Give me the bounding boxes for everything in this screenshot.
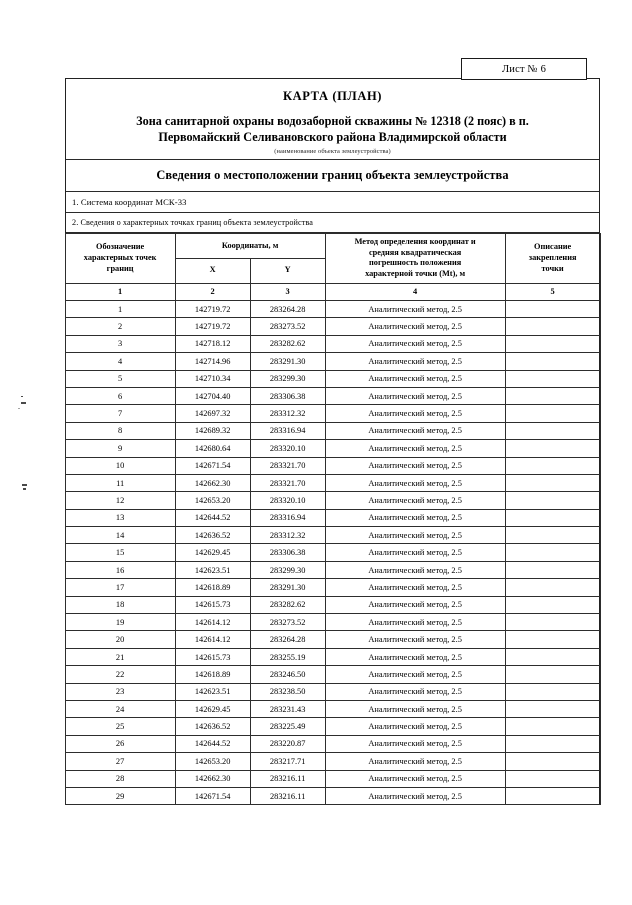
cell-coordinate-y: 283273.52 bbox=[250, 318, 325, 335]
table-row bbox=[65, 440, 600, 457]
cell-coordinate-y: 283291.30 bbox=[250, 353, 325, 370]
cell-coordinate-y: 283255.19 bbox=[250, 648, 325, 665]
cell-coordinate-y: 283320.10 bbox=[250, 492, 325, 509]
table-row bbox=[65, 301, 600, 318]
cell-coordinate-x: 142714.96 bbox=[175, 353, 250, 370]
cell-description bbox=[505, 335, 600, 352]
cell-point-number: 27 bbox=[65, 753, 175, 770]
table-row bbox=[65, 753, 600, 770]
sheet-number-box bbox=[461, 58, 587, 80]
cell-method: Аналитический метод, 2.5 bbox=[325, 701, 505, 718]
cell-point-number: 6 bbox=[65, 387, 175, 404]
header-method-l2: средняя квадратическая bbox=[368, 247, 462, 257]
cell-point-number: 25 bbox=[65, 718, 175, 735]
table-row bbox=[65, 718, 600, 735]
cell-coordinate-x: 142653.20 bbox=[175, 753, 250, 770]
table-row bbox=[65, 701, 600, 718]
points-table-head bbox=[65, 234, 600, 301]
cell-coordinate-y: 283306.38 bbox=[250, 544, 325, 561]
cell-point-number: 29 bbox=[65, 787, 175, 804]
cell-description bbox=[505, 701, 600, 718]
cell-coordinate-y: 283225.49 bbox=[250, 718, 325, 735]
scan-artifact bbox=[18, 408, 20, 409]
cell-coordinate-x: 142618.89 bbox=[175, 666, 250, 683]
table-row bbox=[65, 648, 600, 665]
cell-coordinate-y: 283220.87 bbox=[250, 735, 325, 752]
cell-point-number: 14 bbox=[65, 527, 175, 544]
cell-coordinate-y: 283306.38 bbox=[250, 387, 325, 404]
table-row bbox=[65, 527, 600, 544]
cell-point-number: 23 bbox=[65, 683, 175, 700]
cell-method: Аналитический метод, 2.5 bbox=[325, 666, 505, 683]
cell-coordinate-y: 283216.11 bbox=[250, 787, 325, 804]
cell-coordinate-y: 283316.94 bbox=[250, 422, 325, 439]
table-row bbox=[65, 387, 600, 404]
cell-description bbox=[505, 440, 600, 457]
cell-point-number: 7 bbox=[65, 405, 175, 422]
cell-coordinate-x: 142614.12 bbox=[175, 631, 250, 648]
header-method-l1: Метод определения координат и bbox=[354, 237, 476, 247]
column-number-5: 5 bbox=[505, 283, 600, 300]
header-row-main bbox=[65, 234, 600, 259]
cell-method: Аналитический метод, 2.5 bbox=[325, 735, 505, 752]
points-table bbox=[65, 233, 601, 805]
cell-point-number: 20 bbox=[65, 631, 175, 648]
cell-method: Аналитический метод, 2.5 bbox=[325, 422, 505, 439]
cell-coordinate-x: 142662.30 bbox=[175, 474, 250, 491]
cell-description bbox=[505, 579, 600, 596]
cell-description bbox=[505, 718, 600, 735]
cell-description bbox=[505, 735, 600, 752]
cell-point-number: 18 bbox=[65, 596, 175, 613]
cell-coordinate-x: 142689.32 bbox=[175, 422, 250, 439]
item-coordinate-system: 1. Система координат МСК-33 bbox=[66, 192, 599, 213]
cell-coordinate-x: 142623.51 bbox=[175, 683, 250, 700]
cell-method: Аналитический метод, 2.5 bbox=[325, 474, 505, 491]
cell-description bbox=[505, 648, 600, 665]
cell-description bbox=[505, 422, 600, 439]
cell-coordinate-x: 142629.45 bbox=[175, 701, 250, 718]
cell-coordinate-x: 142671.54 bbox=[175, 787, 250, 804]
cell-method: Аналитический метод, 2.5 bbox=[325, 335, 505, 352]
points-table-body bbox=[65, 301, 600, 805]
cell-method: Аналитический метод, 2.5 bbox=[325, 683, 505, 700]
cell-method: Аналитический метод, 2.5 bbox=[325, 405, 505, 422]
cell-coordinate-x: 142615.73 bbox=[175, 596, 250, 613]
cell-point-number: 24 bbox=[65, 701, 175, 718]
cell-point-number: 5 bbox=[65, 370, 175, 387]
cell-coordinate-y: 283320.10 bbox=[250, 440, 325, 457]
cell-description bbox=[505, 353, 600, 370]
header-description-l2: закрепления bbox=[528, 253, 577, 263]
cell-coordinate-x: 142704.40 bbox=[175, 387, 250, 404]
cell-point-number: 16 bbox=[65, 561, 175, 578]
column-number-3: 3 bbox=[250, 283, 325, 300]
cell-method: Аналитический метод, 2.5 bbox=[325, 370, 505, 387]
header-designation-l2: характерных точек bbox=[83, 253, 157, 263]
cell-method: Аналитический метод, 2.5 bbox=[325, 527, 505, 544]
cell-description bbox=[505, 544, 600, 561]
cell-method: Аналитический метод, 2.5 bbox=[325, 492, 505, 509]
cell-method: Аналитический метод, 2.5 bbox=[325, 318, 505, 335]
cell-method: Аналитический метод, 2.5 bbox=[325, 631, 505, 648]
cell-coordinate-x: 142629.45 bbox=[175, 544, 250, 561]
cell-point-number: 17 bbox=[65, 579, 175, 596]
cell-method: Аналитический метод, 2.5 bbox=[325, 509, 505, 526]
table-row bbox=[65, 544, 600, 561]
cell-description bbox=[505, 787, 600, 804]
points-table-wrapper bbox=[65, 233, 601, 805]
table-row bbox=[65, 666, 600, 683]
cell-description bbox=[505, 631, 600, 648]
cell-point-number: 2 bbox=[65, 318, 175, 335]
table-row bbox=[65, 457, 600, 474]
cell-point-number: 8 bbox=[65, 422, 175, 439]
cell-description bbox=[505, 405, 600, 422]
table-row bbox=[65, 509, 600, 526]
header-description-l1: Описание bbox=[534, 242, 572, 252]
cell-coordinate-x: 142680.64 bbox=[175, 440, 250, 457]
cell-coordinate-x: 142653.20 bbox=[175, 492, 250, 509]
cell-coordinate-y: 283216.11 bbox=[250, 770, 325, 787]
column-number-4: 4 bbox=[325, 283, 505, 300]
cell-coordinate-y: 283231.43 bbox=[250, 701, 325, 718]
table-row bbox=[65, 579, 600, 596]
cell-description bbox=[505, 753, 600, 770]
cell-point-number: 19 bbox=[65, 614, 175, 631]
cell-description bbox=[505, 614, 600, 631]
cell-method: Аналитический метод, 2.5 bbox=[325, 648, 505, 665]
cell-description bbox=[505, 474, 600, 491]
cell-method: Аналитический метод, 2.5 bbox=[325, 753, 505, 770]
cell-point-number: 4 bbox=[65, 353, 175, 370]
section-heading: Сведения о местоположении границ объекта землеустройства bbox=[66, 160, 599, 192]
cell-coordinate-y: 283282.62 bbox=[250, 335, 325, 352]
cell-coordinate-x: 142719.72 bbox=[175, 318, 250, 335]
header-description-l3: точки bbox=[541, 263, 564, 273]
cell-point-number: 28 bbox=[65, 770, 175, 787]
table-row bbox=[65, 492, 600, 509]
cell-method: Аналитический метод, 2.5 bbox=[325, 718, 505, 735]
cell-method: Аналитический метод, 2.5 bbox=[325, 387, 505, 404]
cell-method: Аналитический метод, 2.5 bbox=[325, 787, 505, 804]
scan-artifact bbox=[22, 484, 27, 486]
cell-point-number: 3 bbox=[65, 335, 175, 352]
document-title-karta: КАРТА (ПЛАН) bbox=[282, 89, 383, 103]
cell-method: Аналитический метод, 2.5 bbox=[325, 579, 505, 596]
cell-method: Аналитический метод, 2.5 bbox=[325, 457, 505, 474]
table-row bbox=[65, 405, 600, 422]
cell-description bbox=[505, 509, 600, 526]
table-row bbox=[65, 422, 600, 439]
cell-coordinate-x: 142615.73 bbox=[175, 648, 250, 665]
cell-description bbox=[505, 561, 600, 578]
cell-coordinate-x: 142636.52 bbox=[175, 718, 250, 735]
scan-artifact bbox=[21, 396, 23, 397]
table-row bbox=[65, 474, 600, 491]
cell-description bbox=[505, 527, 600, 544]
cell-description bbox=[505, 492, 600, 509]
cell-coordinate-y: 283312.32 bbox=[250, 405, 325, 422]
table-row bbox=[65, 561, 600, 578]
cell-method: Аналитический метод, 2.5 bbox=[325, 544, 505, 561]
cell-coordinate-y: 283321.70 bbox=[250, 457, 325, 474]
cell-point-number: 22 bbox=[65, 666, 175, 683]
cell-coordinate-y: 283312.32 bbox=[250, 527, 325, 544]
cell-point-number: 9 bbox=[65, 440, 175, 457]
cell-method: Аналитический метод, 2.5 bbox=[325, 596, 505, 613]
document-title-line3: Первомайский Селивановского района Владимирской области bbox=[158, 130, 507, 145]
cell-point-number: 10 bbox=[65, 457, 175, 474]
cell-point-number: 15 bbox=[65, 544, 175, 561]
cell-coordinate-x: 142614.12 bbox=[175, 614, 250, 631]
cell-coordinate-x: 142662.30 bbox=[175, 770, 250, 787]
cell-description bbox=[505, 596, 600, 613]
cell-coordinate-y: 283238.50 bbox=[250, 683, 325, 700]
table-row bbox=[65, 631, 600, 648]
document-title-line2: Зона санитарной охраны водозаборной скважины № 12318 (2 пояс) в п. bbox=[136, 114, 529, 128]
scan-artifact bbox=[21, 402, 26, 404]
cell-coordinate-y: 283246.50 bbox=[250, 666, 325, 683]
item-points-info: 2. Сведения о характерных точках границ объекта землеустройства bbox=[66, 213, 599, 233]
cell-method: Аналитический метод, 2.5 bbox=[325, 301, 505, 318]
cell-coordinate-x: 142671.54 bbox=[175, 457, 250, 474]
title-caption: (наименование объекта землеустройства) bbox=[274, 148, 391, 156]
cell-coordinate-y: 283264.28 bbox=[250, 301, 325, 318]
cell-point-number: 21 bbox=[65, 648, 175, 665]
cell-coordinate-x: 142618.89 bbox=[175, 579, 250, 596]
cell-coordinate-y: 283217.71 bbox=[250, 753, 325, 770]
column-number-1: 1 bbox=[65, 283, 175, 300]
cell-description bbox=[505, 683, 600, 700]
cell-coordinate-x: 142719.72 bbox=[175, 301, 250, 318]
table-row bbox=[65, 335, 600, 352]
cell-method: Аналитический метод, 2.5 bbox=[325, 561, 505, 578]
cell-method: Аналитический метод, 2.5 bbox=[325, 770, 505, 787]
header-designation-l1: Обозначение bbox=[96, 242, 145, 252]
cell-coordinate-y: 283264.28 bbox=[250, 631, 325, 648]
cell-coordinate-y: 283273.52 bbox=[250, 614, 325, 631]
table-row bbox=[65, 370, 600, 387]
cell-coordinate-x: 142718.12 bbox=[175, 335, 250, 352]
title-band bbox=[66, 79, 599, 160]
table-row bbox=[65, 614, 600, 631]
header-coordinates: Координаты, м bbox=[175, 234, 325, 259]
cell-coordinate-y: 283299.30 bbox=[250, 561, 325, 578]
cell-coordinate-x: 142644.52 bbox=[175, 509, 250, 526]
cell-point-number: 26 bbox=[65, 735, 175, 752]
cell-description bbox=[505, 318, 600, 335]
cell-description bbox=[505, 770, 600, 787]
table-row bbox=[65, 596, 600, 613]
cell-description bbox=[505, 387, 600, 404]
header-row-numbers bbox=[65, 283, 600, 300]
header-method-l4: характерной точки (Мt), м bbox=[365, 269, 466, 279]
cell-coordinate-x: 142710.34 bbox=[175, 370, 250, 387]
header-designation bbox=[65, 234, 175, 283]
table-row bbox=[65, 683, 600, 700]
cell-point-number: 1 bbox=[65, 301, 175, 318]
cell-description bbox=[505, 666, 600, 683]
header-designation-l3: границ bbox=[106, 263, 134, 273]
table-row bbox=[65, 770, 600, 787]
cell-method: Аналитический метод, 2.5 bbox=[325, 614, 505, 631]
cell-coordinate-y: 283316.94 bbox=[250, 509, 325, 526]
cell-coordinate-x: 142644.52 bbox=[175, 735, 250, 752]
header-method-l3: погрешность положения bbox=[369, 258, 462, 268]
cell-coordinate-x: 142636.52 bbox=[175, 527, 250, 544]
cell-point-number: 13 bbox=[65, 509, 175, 526]
header-description bbox=[505, 234, 600, 283]
cell-description bbox=[505, 457, 600, 474]
header-x: X bbox=[175, 258, 250, 283]
cell-point-number: 11 bbox=[65, 474, 175, 491]
table-row bbox=[65, 353, 600, 370]
cell-coordinate-x: 142697.32 bbox=[175, 405, 250, 422]
cell-point-number: 12 bbox=[65, 492, 175, 509]
document-frame bbox=[65, 78, 600, 805]
scan-artifact bbox=[23, 488, 26, 490]
table-row bbox=[65, 735, 600, 752]
table-row bbox=[65, 787, 600, 804]
cell-coordinate-y: 283321.70 bbox=[250, 474, 325, 491]
cell-method: Аналитический метод, 2.5 bbox=[325, 440, 505, 457]
cell-description bbox=[505, 301, 600, 318]
header-y: Y bbox=[250, 258, 325, 283]
cell-coordinate-y: 283299.30 bbox=[250, 370, 325, 387]
cell-coordinate-y: 283282.62 bbox=[250, 596, 325, 613]
cell-method: Аналитический метод, 2.5 bbox=[325, 353, 505, 370]
sheet-number-label: Лист № 6 bbox=[501, 63, 547, 75]
cell-coordinate-x: 142623.51 bbox=[175, 561, 250, 578]
column-number-2: 2 bbox=[175, 283, 250, 300]
table-row bbox=[65, 318, 600, 335]
cell-coordinate-y: 283291.30 bbox=[250, 579, 325, 596]
header-method bbox=[325, 234, 505, 283]
cell-description bbox=[505, 370, 600, 387]
